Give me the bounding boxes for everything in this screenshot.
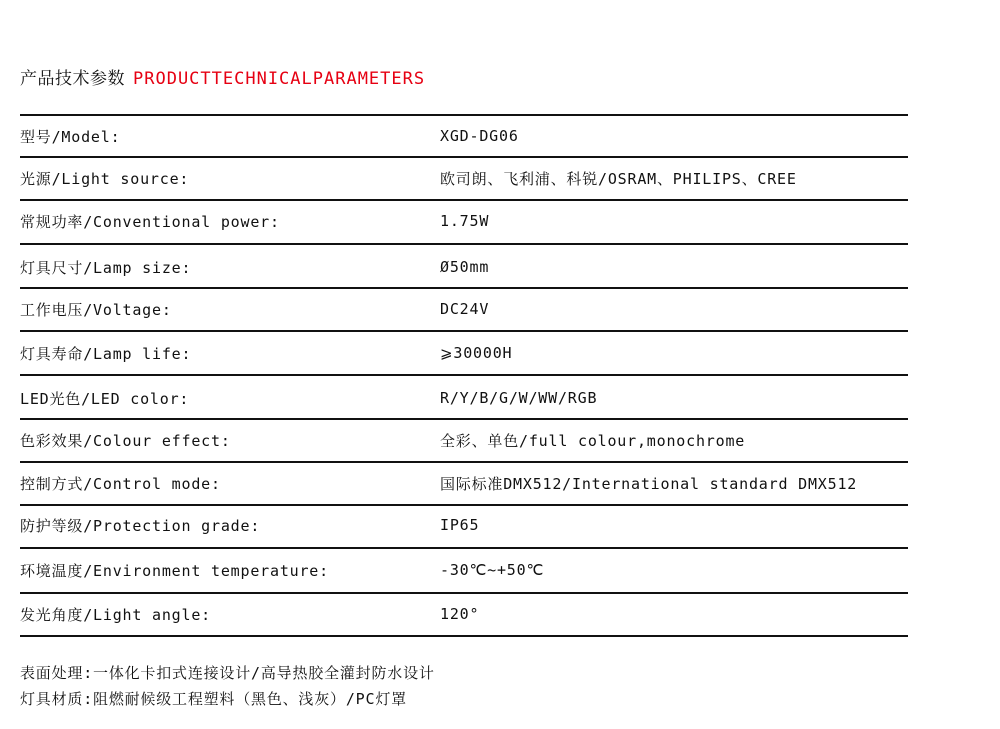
- spec-label: 灯具寿命/Lamp life:: [20, 344, 192, 363]
- spec-value: 欧司朗、飞利浦、科锐/OSRAM、PHILIPS、CREE: [440, 169, 797, 188]
- spec-row-protection-grade: [20, 504, 908, 546]
- spec-value: 国际标准DMX512/International standard DMX512: [440, 474, 858, 493]
- spec-row-lamp-size: [20, 246, 908, 288]
- spec-value: 全彩、单色/full colour,monochrome: [440, 431, 746, 450]
- spec-label: 色彩效果/Colour effect:: [20, 431, 231, 450]
- heading-cn: 产品技术参数: [20, 69, 125, 89]
- spec-label: 灯具尺寸/Lamp size:: [20, 258, 192, 277]
- spec-label: 型号/Model:: [20, 127, 121, 146]
- spec-row-control-mode: [20, 462, 908, 504]
- spec-label: 控制方式/Control mode:: [20, 474, 221, 493]
- spec-value: DC24V: [440, 300, 490, 318]
- spec-label: 防护等级/Protection grade:: [20, 516, 261, 535]
- spec-row-model: [20, 115, 908, 157]
- spec-row-light-angle: [20, 593, 908, 635]
- spec-row-colour-effect: [20, 419, 908, 461]
- table-rule: [20, 635, 908, 637]
- spec-label: 光源/Light source:: [20, 169, 190, 188]
- spec-row-light-source: [20, 157, 908, 199]
- spec-value: ⩾30000H: [440, 344, 513, 362]
- spec-label: 环境温度/Environment temperature:: [20, 561, 329, 580]
- spec-row-environment-temperature: [20, 549, 908, 591]
- page-heading: [20, 64, 425, 89]
- spec-label: 工作电压/Voltage:: [20, 300, 172, 319]
- table-rule: [20, 243, 908, 245]
- spec-value: XGD-DG06: [440, 127, 519, 145]
- spec-label: 发光角度/Light angle:: [20, 605, 212, 624]
- spec-value: 1.75W: [440, 212, 490, 230]
- table-rule: [20, 374, 908, 376]
- note-material: 灯具材质:阻燃耐候级工程塑料（黑色、浅灰）/PC灯罩: [20, 690, 407, 708]
- spec-row-lamp-life: [20, 332, 908, 374]
- spec-row-power: [20, 200, 908, 242]
- spec-value: R/Y/B/G/W/WW/RGB: [440, 389, 598, 407]
- spec-row-voltage: [20, 288, 908, 330]
- spec-value: -30℃~+50℃: [440, 561, 545, 579]
- spec-label: LED光色/LED color:: [20, 389, 190, 408]
- spec-value: Ø50mm: [440, 258, 490, 276]
- spec-row-led-color: [20, 377, 908, 419]
- spec-value: 120°: [440, 605, 480, 623]
- spec-label: 常规功率/Conventional power:: [20, 212, 280, 231]
- spec-value: IP65: [440, 516, 480, 534]
- product-notes: [20, 660, 435, 712]
- note-surface-treatment: 表面处理:一体化卡扣式连接设计/高导热胶全灌封防水设计: [20, 664, 435, 682]
- heading-en: PRODUCTTECHNICALPARAMETERS: [133, 69, 426, 89]
